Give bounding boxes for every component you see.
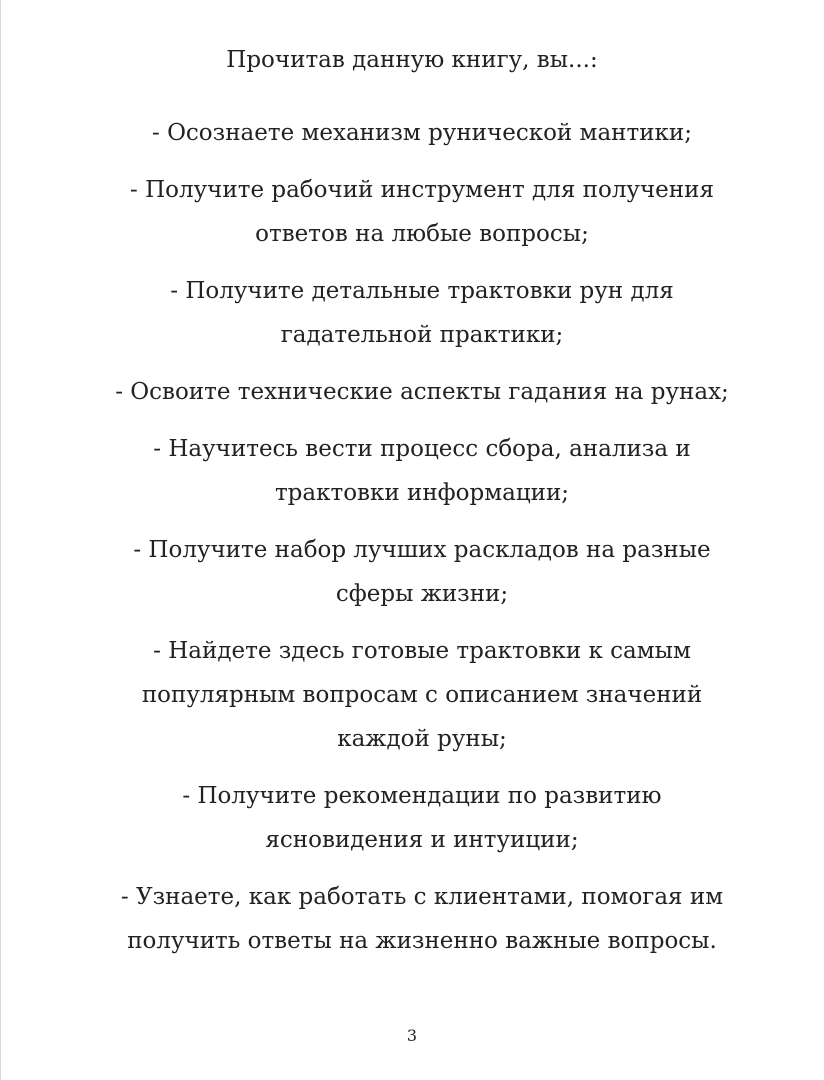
list-item-line: - Получите рекомендации по развитию: [182, 783, 662, 809]
list-item: [80, 111, 764, 155]
list-item: [80, 168, 764, 256]
list-item-line: трактовки информации;: [274, 480, 570, 506]
list-item-line: сферы жизни;: [335, 581, 509, 607]
list-item-line: получить ответы на жизненно важные вопросы.: [127, 928, 717, 954]
page-number: 3: [406, 1026, 418, 1045]
benefits-list: [80, 111, 764, 976]
list-item-line: - Узнаете, как работать с клиентами, помогая им: [120, 884, 724, 910]
list-item: [80, 774, 764, 862]
list-item-line: каждой руны;: [337, 726, 507, 752]
list-item: [80, 370, 764, 414]
list-item: [80, 528, 764, 616]
list-item: [80, 269, 764, 357]
list-item-line: ясновидения и интуиции;: [265, 827, 579, 853]
list-item-line: - Получите рабочий инструмент для получения: [130, 177, 714, 203]
list-item: [80, 629, 764, 761]
list-item: [80, 427, 764, 515]
list-item-line: - Освоите технические аспекты гадания на рунах;: [115, 379, 729, 405]
list-item: [80, 875, 764, 963]
list-item-line: - Найдете здесь готовые трактовки к самым: [153, 638, 691, 664]
list-item-line: - Осознаете механизм рунической мантики;: [151, 120, 693, 146]
list-item-line: гадательной практики;: [280, 322, 564, 348]
list-item-line: - Научитесь вести процесс сбора, анализа и: [153, 436, 691, 462]
list-item-line: популярным вопросам с описанием значений: [141, 682, 703, 708]
list-item-line: - Получите набор лучших раскладов на разные: [133, 537, 711, 563]
list-item-line: ответов на любые вопросы;: [255, 221, 589, 247]
list-item-line: - Получите детальные трактовки рун для: [170, 278, 674, 304]
page-heading: Прочитав данную книгу, вы...:: [226, 47, 598, 73]
